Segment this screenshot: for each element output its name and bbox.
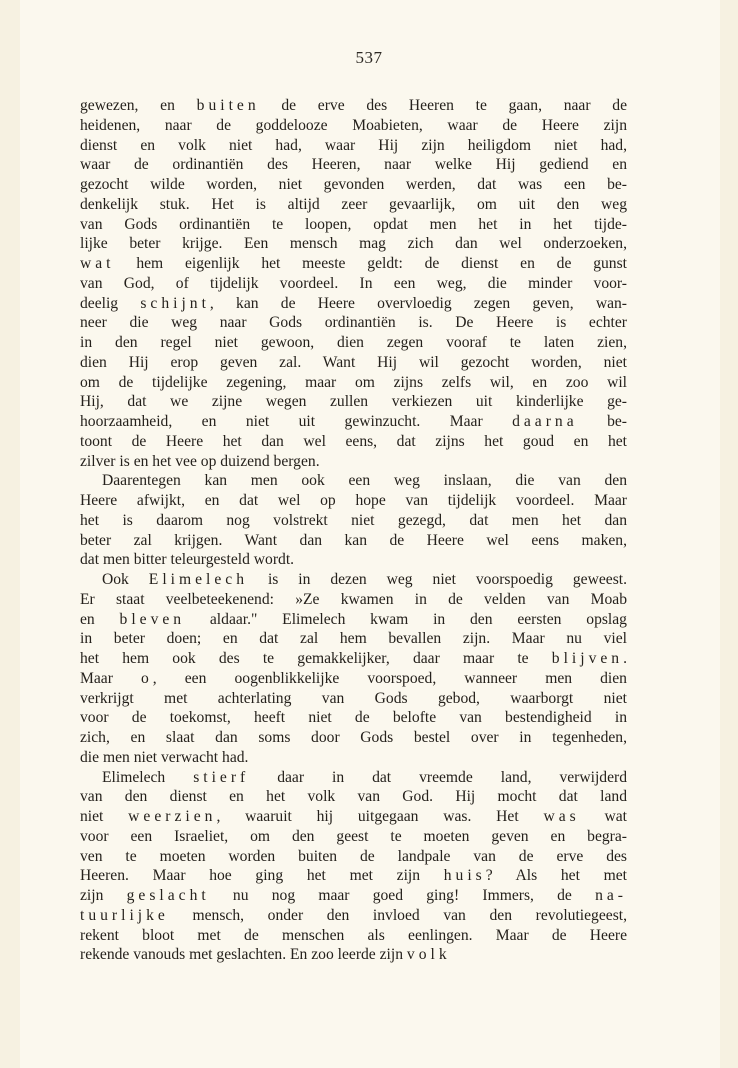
text-line [80,689,627,709]
spaced-emphasis: wat [80,255,115,272]
text-line [80,847,627,867]
text-line [80,195,627,215]
spaced-emphasis: huis [443,867,486,885]
text-run: waar de ordinantiën des Heeren, naar welke Hij gediend en [80,156,627,174]
text-run: gewezen, en [80,97,197,114]
text-run: ven te moeten worden buiten de landpale van de erve des [80,847,627,865]
text-line [80,649,627,669]
text-run: aldaar." Elimelech kwam in den eersten opslag [185,610,627,628]
text-line [80,531,627,551]
text-run: niet [80,808,129,825]
text-run: neer die weg naar Gods ordinantiën is. De Heere is echter [80,314,627,332]
text-line [80,333,627,353]
text-run: heidenen, naar de goddelooze Moabieten, waar de Heere zijn [80,116,627,134]
text-run: gezocht wilde worden, niet gevonden werden, dat was een be- [80,176,627,193]
text-run: be- [577,413,628,430]
text-run: toont de Heere het dan wel eens, dat zijns het goud en het [80,432,627,450]
text-line [80,768,627,788]
text-run: lijke beter krijge. Een mensch mag zich dan wel onderzoeken, [80,235,627,253]
spaced-emphasis: blijven [551,650,624,667]
text-line [80,432,627,452]
text-line [80,570,627,590]
text-run: zilver is en het vee op duizend bergen. [80,452,320,470]
text-run: de erve des Heeren te gaan, naar de [259,97,627,114]
spaced-emphasis: na- [595,887,627,904]
text-run: is in dezen weg niet voorspoedig geweest. [248,571,627,588]
text-run: wat [579,808,627,825]
text-run: daar in dat vreemde land, verwijderd [249,768,627,786]
spaced-emphasis: Elimelech [148,571,249,588]
text-run: van den dienst en het volk van God. Hij mocht dat land [80,788,627,806]
paragraph [80,768,627,966]
spaced-emphasis: was [543,808,580,825]
text-run: het is daarom nog volstrekt niet gezegd, dat men het dan [80,511,627,529]
spaced-emphasis: daarna [512,413,578,430]
text-run: , kan de Heere overvloedig zegen geven, wan- [209,294,627,312]
spaced-emphasis: schijnt [140,294,210,312]
text-run: het hem ook des te gemakkelijker, daar maar te [80,650,552,667]
text-line [80,590,627,610]
text-run: die men niet verwacht had. [80,748,249,766]
text-line [80,807,627,827]
text-line [80,136,627,156]
text-run: Elimelech [102,768,194,786]
text-line [80,392,627,412]
text-line [80,945,627,965]
text-run: denkelijk stuk. Het is altijd zeer gevaarlijk, om uit den weg [80,195,627,213]
text-run: in den regel niet gewoon, dien zegen vooraf te laten zien, [80,334,627,351]
text-line [80,234,627,254]
text-line [80,96,627,116]
paragraph [80,570,627,768]
text-run: dienst en volk niet had, waar Hij zijn heiligdom niet had, [80,136,627,154]
body-text [80,96,627,965]
text-run: ? Als het met [485,867,627,885]
text-run: Daarentegen kan men ook een weg inslaan, die van den [102,472,627,490]
text-run: dien Hij erop geven zal. Want Hij wil gezocht worden, niet [80,353,627,371]
paragraph [80,471,627,570]
text-run: Ook [102,571,149,588]
text-run: Heeren. Maar hoe ging het met zijn [80,867,444,885]
spaced-emphasis: weerzien [128,808,217,825]
text-run: zijn [80,887,127,904]
text-line [80,511,627,531]
text-run: dat men bitter teleurgesteld wordt. [80,551,295,569]
text-run: deelig [80,294,141,312]
spaced-emphasis: buiten [196,97,260,114]
text-run: , waaruit hij uitgegaan was. Het [216,808,544,825]
text-run: verkrijgt met achterlating van Gods gebod, waarborgt niet [80,689,627,707]
text-line [80,294,627,314]
text-run: . [623,650,627,667]
text-line [80,866,627,886]
text-line [80,669,627,689]
text-run: in beter doen; en dat zal hem bevallen zijn. Maar nu viel [80,630,627,648]
spaced-emphasis: stierf [193,768,250,786]
text-run: van Gods ordinantiën te loopen, opdat men het in het tijde- [80,215,627,233]
text-run: om de tijdelijke zegening, maar om zijns zelfs wil, en zoo wil [80,373,627,391]
text-run: mensch, onder den invloed van den revolutiegeest, [168,906,627,924]
text-run: van God, of tijdelijk voordeel. In een weg, die minder voor- [80,274,627,292]
text-line [80,610,627,630]
text-line [80,353,627,373]
text-run: hoorzaamheid, en niet uit gewinzucht. Maar [80,413,513,430]
spaced-emphasis: geslacht [126,887,210,904]
text-line [80,926,627,946]
text-line [80,827,627,847]
text-line [80,906,627,926]
text-line [80,155,627,175]
text-run: beter zal krijgen. Want dan kan de Heere wel eens maken, [80,531,627,549]
text-line [80,274,627,294]
text-line [80,116,627,136]
text-line [80,728,627,748]
spaced-emphasis: volk [406,946,451,964]
text-line [80,491,627,511]
text-line [80,254,627,274]
text-run: rekent bloot met de menschen als eenlingen. Maar de Heere [80,926,627,944]
text-line [80,313,627,333]
paragraph [80,96,627,471]
text-line [80,748,627,768]
text-run: rekende vanouds met geslachten. En zoo leerde zijn [80,946,407,964]
text-run: Hij, dat we zijne wegen zullen verkiezen uit kinderlijke ge- [80,393,627,411]
text-line [80,886,627,906]
text-line [80,412,627,432]
text-run: Heere afwijkt, en dat wel op hope van tijdelijk voordeel. Maar [80,492,627,509]
text-line [80,550,627,570]
page-number: 537 [355,48,383,67]
text-run: , een oogenblikkelijke voorspoed, wanneer men dien [152,669,627,687]
text-line [80,629,627,649]
text-line [80,452,627,472]
spaced-emphasis: tuurlijke [80,906,169,924]
text-run: en [80,610,120,628]
text-line [80,787,627,807]
text-run: voor de toekomst, heeft niet de belofte van bestendigheid in [80,709,627,727]
text-run: Er staat veelbeteekenend: »Ze kwamen in de velden van Moab [80,590,627,608]
text-run: voor een Israeliet, om den geest te moeten geven en begra- [80,827,627,845]
text-run: hem eigenlijk het meeste geldt: de dienst en de gunst [114,255,627,272]
text-line [80,373,627,393]
text-run: Maar [80,669,141,687]
spaced-emphasis: o [140,669,153,687]
text-line [80,471,627,491]
text-run: zich, en slaat dan soms door Gods bestel over in tegenheden, [80,729,627,746]
text-line [80,175,627,195]
text-line [80,708,627,728]
text-line [80,215,627,235]
spaced-emphasis: bleven [119,610,186,628]
text-run: nu nog maar goed ging! Immers, de [209,887,596,904]
